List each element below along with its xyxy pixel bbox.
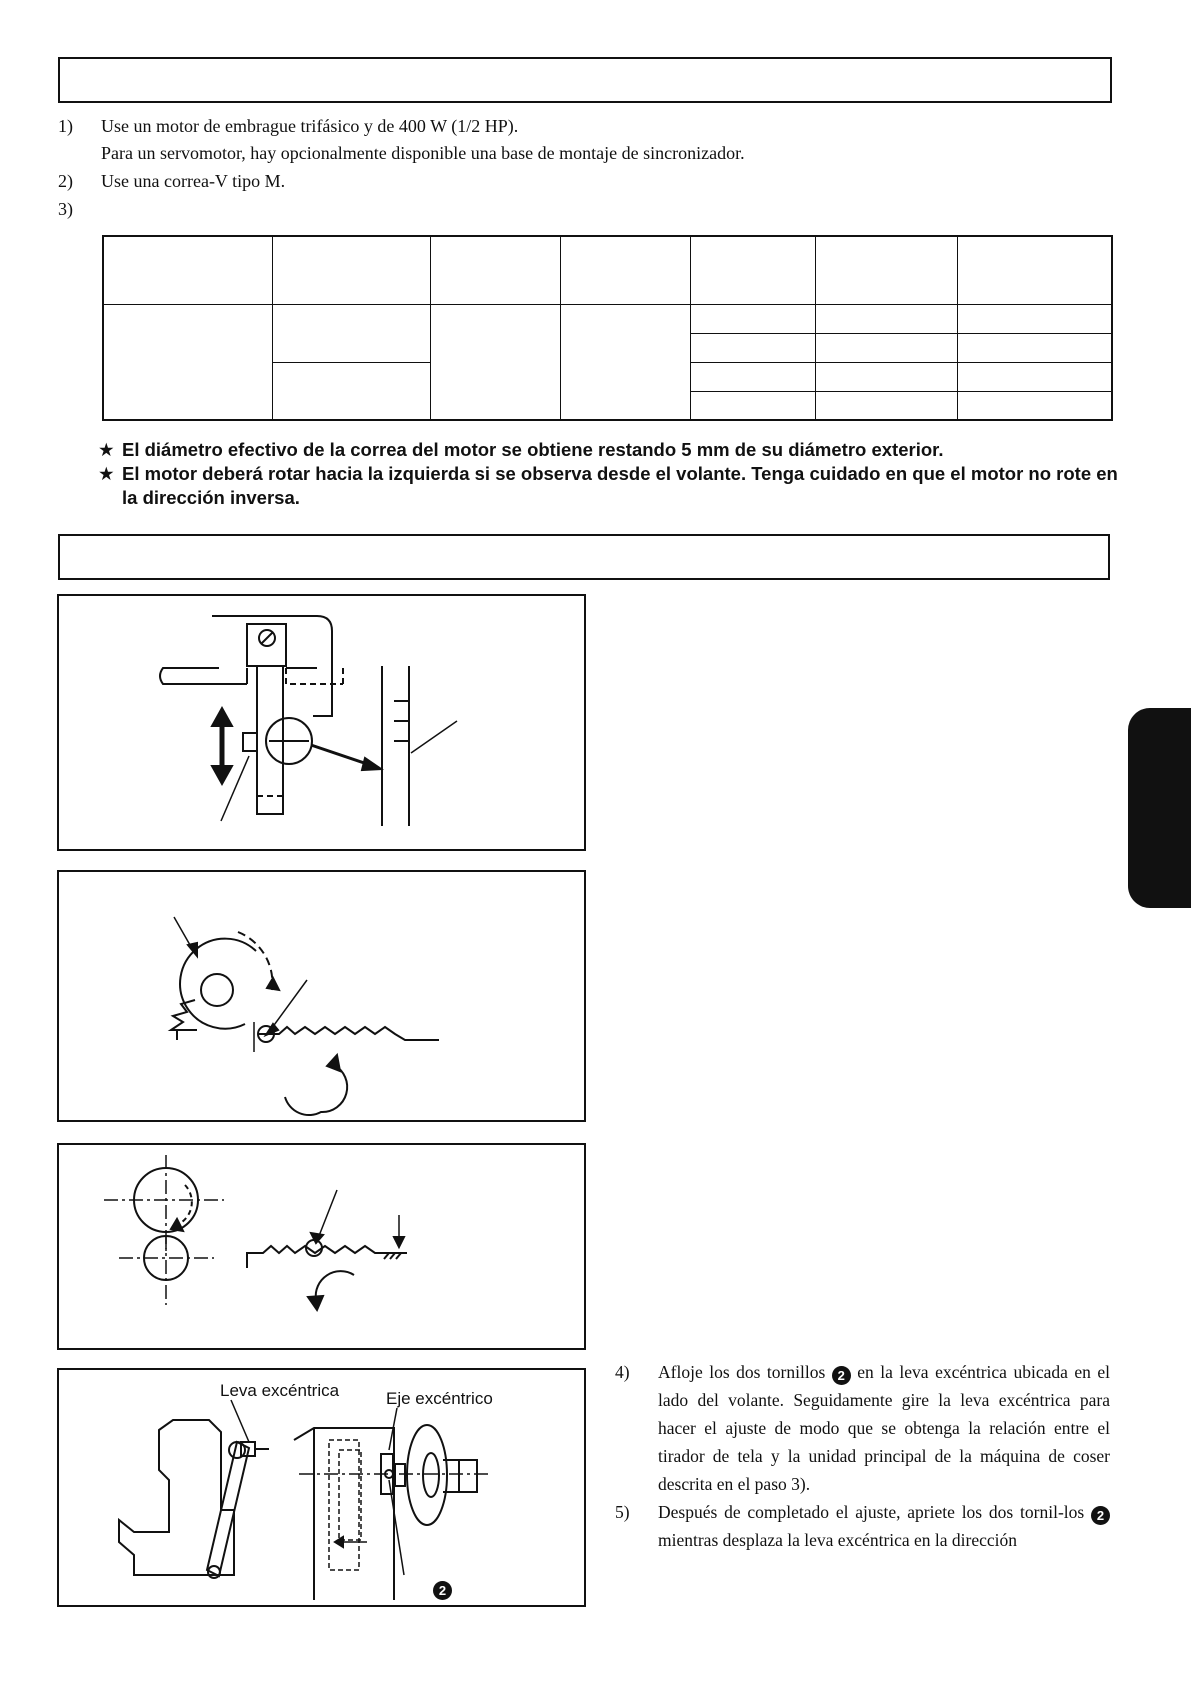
- section-title-box-adjustment: [58, 534, 1110, 580]
- step-1: [58, 115, 958, 164]
- table-cell: [957, 304, 1112, 333]
- table-cell: [691, 391, 816, 420]
- marker-screw-2: 2: [1091, 1506, 1110, 1525]
- note-text: El diámetro efectivo de la correa del motor se obtiene restando 5 mm de su diámetro exterior.: [122, 439, 944, 460]
- table-cell: [691, 362, 816, 391]
- section-side-tab: [1128, 708, 1191, 908]
- instruction-text-start: Afloje los dos tornillos: [658, 1362, 826, 1382]
- instruction-text: [658, 1358, 1110, 1498]
- step-number: 2): [58, 171, 73, 191]
- instruction-text-start: Después de completado el ajuste, apriete los dos tornil-los: [658, 1502, 1085, 1522]
- table-cell: [816, 236, 958, 304]
- table-cell: [691, 333, 816, 362]
- table-cell: [816, 391, 958, 420]
- table-cell: [816, 333, 958, 362]
- table-cell: [560, 236, 691, 304]
- step-number: 1): [58, 116, 73, 136]
- table-cell: [957, 236, 1112, 304]
- specification-table: [102, 235, 1113, 421]
- table-row: [103, 304, 1112, 333]
- instruction-text-end: mientras desplaza la leva excéntrica en la dirección: [658, 1530, 1018, 1550]
- mechanism-drawing: [59, 596, 588, 853]
- step-text: Use una correa-V tipo M.: [101, 171, 286, 191]
- step-text-line-2: Para un servomotor, hay opcionalmente disponible una base de montaje de sincronizador.: [101, 143, 745, 163]
- note-text: El motor deberá rotar hacia la izquierda si se observa desde el volante. Tenga cuidado en que el motor no rote en la dirección inversa.: [122, 463, 1118, 508]
- table-cell: [430, 304, 560, 420]
- figure-shaft-alignment: [57, 1143, 586, 1350]
- star-icon: ★: [98, 463, 115, 484]
- step-2: [58, 170, 958, 192]
- mechanism-drawing: [59, 872, 588, 1124]
- figure-feed-dog-height: [57, 594, 586, 851]
- step-number: 3): [58, 199, 73, 219]
- notes-block: [98, 438, 1128, 510]
- label-eccentric-cam: Leva excéntrica: [220, 1381, 340, 1400]
- table-cell: [273, 236, 431, 304]
- table-cell: [957, 391, 1112, 420]
- table-cell: [103, 304, 273, 420]
- note-effective-diameter: [98, 438, 1128, 462]
- table-cell: [816, 362, 958, 391]
- table-cell: [273, 362, 431, 420]
- instruction-number: 4): [615, 1362, 630, 1382]
- marker-screw-2: 2: [433, 1581, 452, 1600]
- mechanism-drawing: [59, 1370, 588, 1609]
- instruction-5: [615, 1498, 1110, 1554]
- table-cell: [430, 236, 560, 304]
- mechanism-drawing: [59, 1145, 588, 1352]
- table-cell: [957, 362, 1112, 391]
- table-header-row: [103, 236, 1112, 304]
- table-cell: [273, 304, 431, 362]
- instruction-4: [615, 1358, 1110, 1498]
- figure-eccentric-cam: [57, 1368, 586, 1607]
- label-eccentric-shaft: Eje excéntrico: [386, 1389, 493, 1408]
- table-cell: [957, 333, 1112, 362]
- step-text: Use un motor de embrague trifásico y de 400 W (1/2 HP).: [101, 116, 519, 136]
- table-cell: [103, 236, 273, 304]
- table-cell: [691, 304, 816, 333]
- star-icon: ★: [98, 439, 115, 460]
- note-motor-rotation: [98, 462, 1128, 510]
- table-cell: [816, 304, 958, 333]
- figure-feed-timing: [57, 870, 586, 1122]
- section-title-box-motor: [58, 57, 1112, 103]
- marker-screw-2: 2: [832, 1366, 851, 1385]
- instruction-text-end: en la leva excéntrica ubicada en el lado del volante. Seguidamente gire la leva excéntrica para hacer el ajuste de modo que se obtenga la relación entre el tirador de tela y la unidad principal de la máquina de coser descrita en el paso 3).: [658, 1362, 1111, 1494]
- table-cell: [560, 304, 691, 420]
- table-cell: [691, 236, 816, 304]
- instruction-text: [658, 1498, 1110, 1554]
- instruction-number: 5): [615, 1502, 630, 1522]
